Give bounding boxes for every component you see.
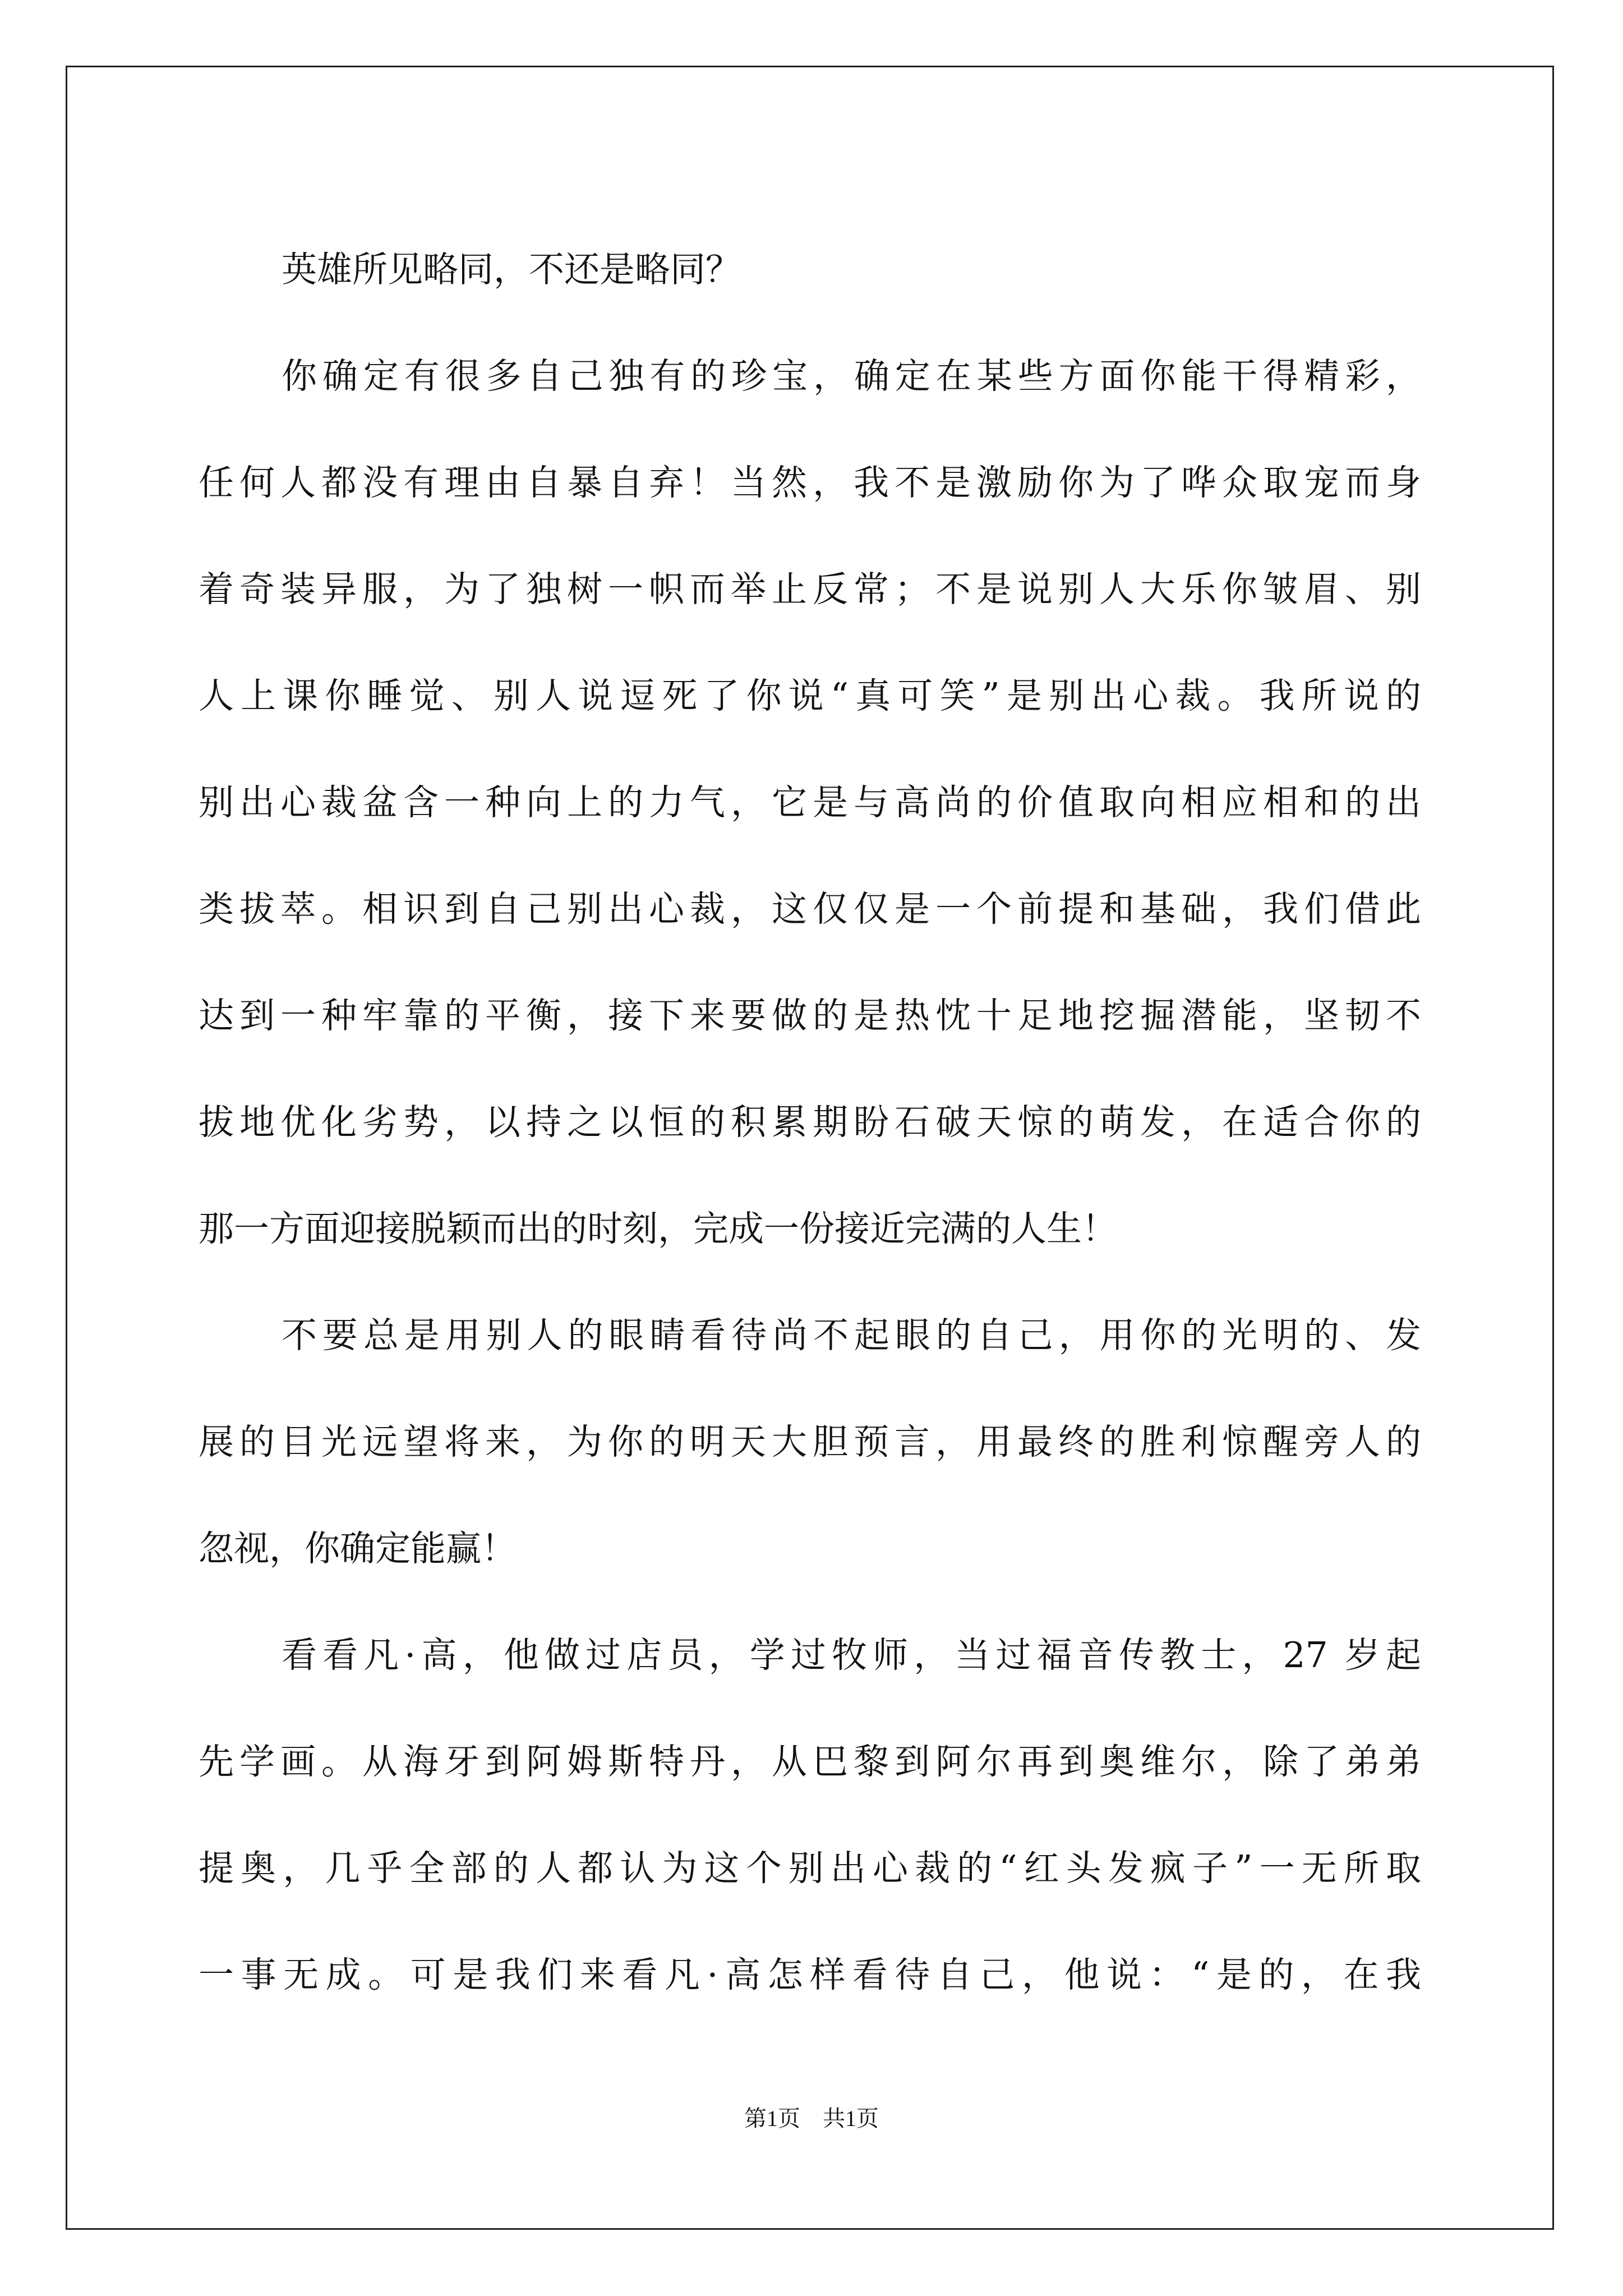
paragraph-2-line-2: 任何人都没有理由自暴自弃！当然，我不是激励你为了哗众取宠而身 [199, 462, 1421, 503]
page-total: 共1页 [823, 2106, 879, 2131]
paragraph-3-line-1: 不要总是用别人的眼睛看待尚不起眼的自己，用你的光明的、发 [282, 1315, 1421, 1356]
paragraph-4-line-1: 看看凡·高，他做过店员，学过牧师，当过福音传教士，27 岁起 [282, 1635, 1421, 1676]
paragraph-2-line-7: 达到一种牢靠的平衡，接下来要做的是热忱十足地挖掘潜能，坚韧不 [199, 995, 1421, 1036]
paragraph-3-line-3: 忽视，你确定能赢！ [199, 1528, 517, 1569]
paragraph-2-line-4: 人上课你睡觉、别人说逗死了你说“真可笑”是别出心裁。我所说的 [199, 675, 1421, 716]
paragraph-4-line-4: 一事无成。可是我们来看凡·高怎样看待自己，他说：“是的，在我 [199, 1954, 1421, 1995]
paragraph-2-line-1: 你确定有很多自己独有的珍宝，确定在某些方面你能干得精彩， [282, 356, 1421, 397]
paragraph-2-line-6: 类拔萃。相识到自己别出心裁，这仅仅是一个前提和基础，我们借此 [199, 889, 1421, 930]
page-number: 第1页 [744, 2106, 800, 2131]
paragraph-4-line-3: 提奥，几乎全部的人都认为这个别出心裁的“红头发疯子”一无所取 [199, 1848, 1421, 1889]
paragraph-4-line-2: 先学画。从海牙到阿姆斯特丹，从巴黎到阿尔再到奥维尔，除了弟弟 [199, 1741, 1421, 1782]
document-body [199, 217, 1421, 2028]
paragraph-2-line-8: 拔地优化劣势，以持之以恒的积累期盼石破天惊的萌发，在适合你的 [199, 1102, 1421, 1143]
paragraph-2-line-3: 着奇装异服，为了独树一帜而举止反常；不是说别人大乐你皱眉、别 [199, 569, 1421, 610]
paragraph-2-line-9: 那一方面迎接脱颖而出的时刻，完成一份接近完满的人生！ [199, 1208, 1117, 1249]
paragraph-3-line-2: 展的目光远望将来，为你的明天大胆预言，用最终的胜利惊醒旁人的 [199, 1421, 1421, 1462]
paragraph-1-line-1: 英雄所见略同，不还是略同？ [282, 249, 741, 290]
page-footer [0, 2101, 1623, 2133]
paragraph-2-line-5: 别出心裁盆含一种向上的力气，它是与高尚的价值取向相应相和的出 [199, 782, 1421, 823]
